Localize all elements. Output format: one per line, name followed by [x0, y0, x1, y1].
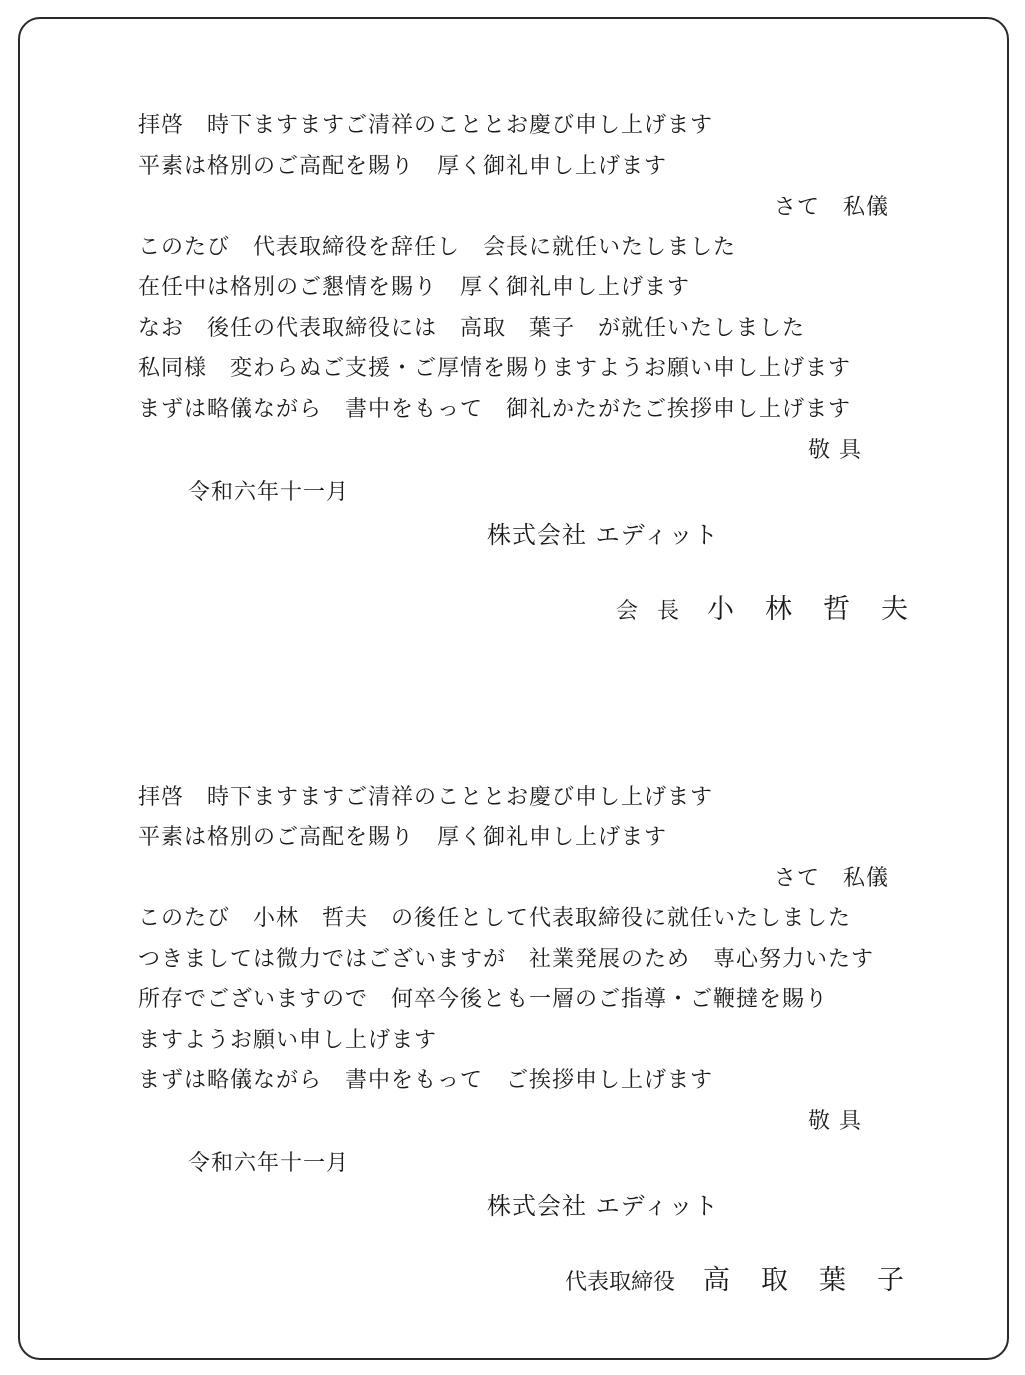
letter-line: このたび 代表取締役を辞任し 会長に就任いたしました	[138, 235, 737, 260]
letter-line: 平素は格別のご高配を賜り 厚く御礼申し上げます	[138, 154, 668, 179]
letter-line: 私同様 変わらぬご支援・ご厚情を賜りますようお願い申し上げます	[138, 356, 852, 381]
signatory-name: 高 取 葉 子	[703, 1265, 906, 1296]
letter-line: まずは略儀ながら 書中をもって ご挨拶申し上げます	[138, 1068, 714, 1093]
signatory	[588, 559, 910, 663]
letter-line: 拝啓 時下ますますご清祥のこととお慶び申し上げます	[138, 113, 714, 138]
letter-date: 令和六年十一月	[188, 1151, 350, 1176]
sate-line: さて 私儀	[773, 866, 889, 891]
signatory-position: 会 長	[615, 599, 685, 624]
signatory-name: 小 林 哲 夫	[706, 594, 910, 625]
closing-keigu: 敬 具	[808, 438, 862, 463]
sate-line: さて 私儀	[773, 195, 889, 220]
letter-line: なお 後任の代表取締役には 高取 葉子 が就任いたしました	[138, 316, 806, 341]
letter-line: 在任中は格別のご懇情を賜り 厚く御礼申し上げます	[138, 275, 691, 300]
company-name: 株式会社 エディット	[487, 521, 719, 549]
letter-line: 拝啓 時下ますますご清祥のこととお慶び申し上げます	[138, 785, 714, 810]
closing-keigu: 敬 具	[808, 1109, 862, 1134]
letter-line: ますようお願い申し上げます	[138, 1028, 438, 1053]
letter-line: 平素は格別のご高配を賜り 厚く御礼申し上げます	[138, 825, 668, 850]
company-name: 株式会社 エディット	[487, 1192, 719, 1220]
letter-date: 令和六年十一月	[188, 480, 350, 505]
signatory-position: 代表取締役	[564, 1270, 675, 1295]
letter-line: つきましては微力ではございますが 社業発展のため 専心努力いたす	[138, 947, 875, 972]
letter-line: このたび 小林 哲夫 の後任として代表取締役に就任いたしました	[138, 906, 852, 931]
letter-line: まずは略儀ながら 書中をもって 御礼かたがたご挨拶申し上げます	[138, 397, 852, 422]
signatory	[537, 1230, 906, 1334]
letter-line: 所存でございますので 何卒今後とも一層のご指導・ご鞭撻を賜り	[138, 987, 829, 1012]
